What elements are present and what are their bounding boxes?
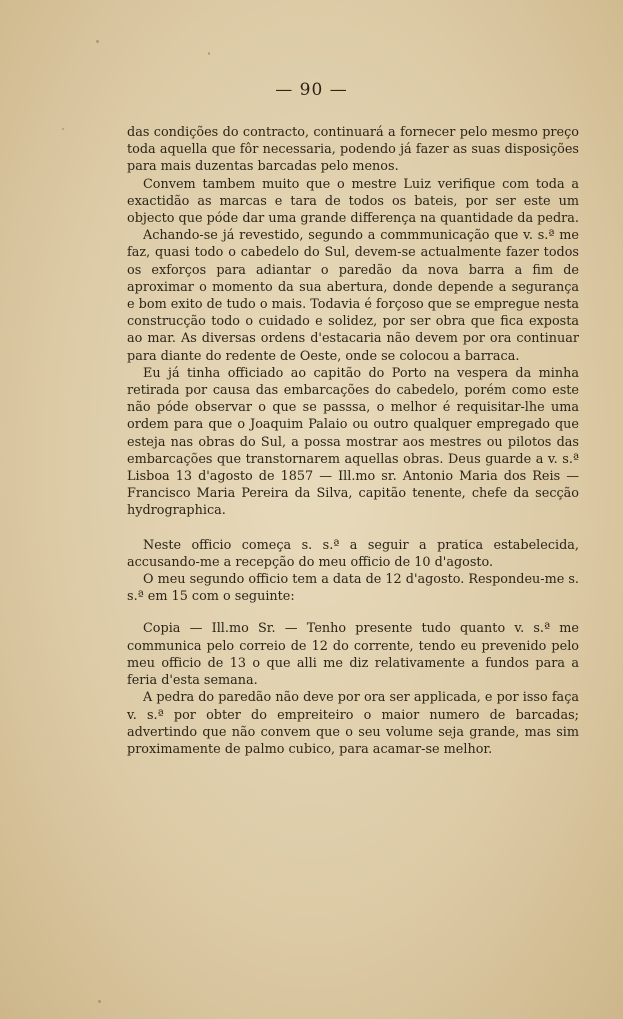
paragraph: das condições do contracto, continuará a fornecer pelo mesmo preço toda aquella que fôr necessaria, podendo já fazer as suas disposições para mais duzentas barcadas pelo menos.: [127, 125, 579, 175]
paper-spot: [98, 1000, 101, 1003]
paragraph: A pedra do paredão não deve por ora ser applicada, e por isso faça v. s.ª por obter do empreiteiro o maior numero de barcadas; advertindo que não convem que o seu volume seja grande, mas sim proximamente de palmo cubico, para acamar-se melhor.: [127, 690, 579, 757]
text-block-1: [127, 124, 579, 758]
paragraph: O meu segundo officio tem a data de 12 d'agosto. Respondeu-me s. s.ª em 15 com o seguinte:: [127, 572, 579, 605]
paper-spot: [208, 52, 210, 55]
paragraph: Eu já tinha officiado ao capitão do Porto na vespera da minha retirada por causa das embarcações do cabedelo, porém como este não póde observar o que se passsa, o melhor é requisitar-lhe uma ordem para que o Joaquim Palaio ou outro qualquer empregado que esteja nas obras do Sul, a possa mostrar aos mestres ou pilotos das embarcações que transtornarem aquellas obras. Deus guarde a v. s.ª Lisboa 13 d'agosto de 1857 — Ill.mo sr. Antonio Maria dos Reis — Francisco Maria Pereira da Silva, capitão tenente, chefe da secção hydrographica.: [127, 365, 579, 519]
paper-spot: [96, 40, 99, 43]
paragraph: Achando-se já revestido, segundo a commmunicação que v. s.ª me faz, quasi todo o cabedelo do Sul, devem-se actualmente fazer todos os exforços para adiantar o paredão da nova barra a fim de aproximar o momento da sua abertura, donde depende a segurança e bom exito de tudo o mais. Todavia é forçoso que se empregue nesta construcção todo o cuidado e solidez, por ser obra que fica exposta ao mar. As diversas ordens d'estacaria não devem por ora continuar para diante do redente de Oeste, onde se colocou a barraca.: [127, 228, 579, 364]
paragraph: Convem tambem muito que o mestre Luiz verifique com toda a exactidão as marcas e tara de todos os bateis, por ser este um objecto que póde dar uma grande differença na quantidade da pedra.: [127, 176, 579, 227]
paragraph: Copia — Ill.mo Sr. — Tenho presente tudo quanto v. s.ª me communica pelo correio de 12 do corrente, tendo eu prevenido pelo meu officio de 13 o que alli me diz relativamente a fundos para a feria d'esta semana.: [127, 621, 579, 689]
paragraph: Neste officio começa s. s.ª a seguir a pratica estabelecida, accusando-me a recepção do meu officio de 10 d'agosto.: [127, 537, 579, 570]
page-number: — 90 —: [275, 80, 348, 100]
paper-spot: [62, 128, 64, 130]
